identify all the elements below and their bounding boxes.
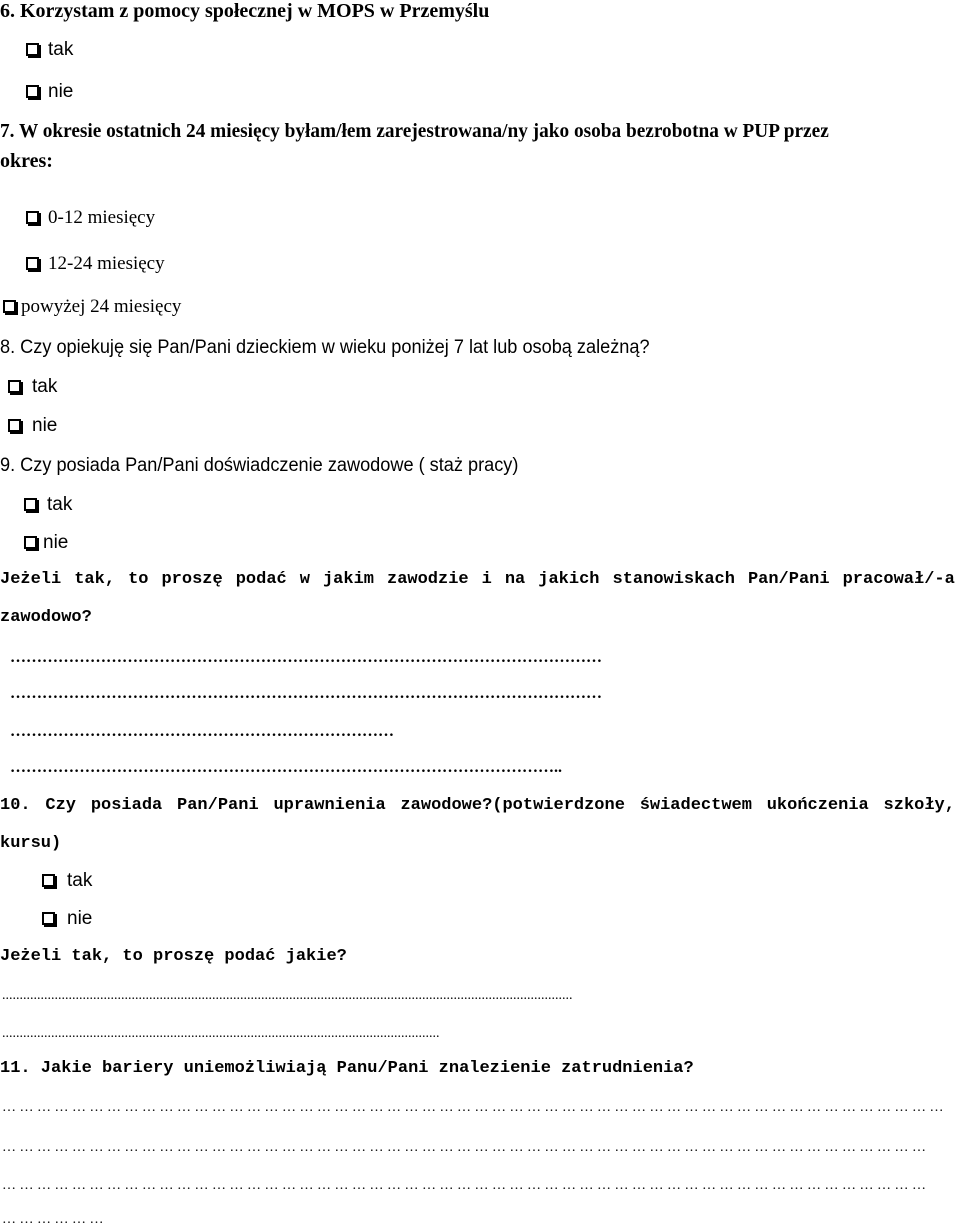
word: pracował/-a [842, 570, 955, 589]
q9-option-tak[interactable]: tak [24, 492, 72, 517]
q10-answer-line-2[interactable]: ............................................................................................................................. [2, 1026, 440, 1041]
q10-option-nie[interactable]: nie [42, 906, 92, 931]
question-9-title-text: 9. Czy posiada Pan/Pani doświadczenie zawodowe ( staż pracy) [0, 455, 519, 476]
q8-option-nie[interactable]: nie [8, 413, 57, 438]
q10-answer-line-1[interactable]: ................................................................................................................................................................... [2, 988, 573, 1003]
question-8-title [0, 336, 680, 360]
word: Pan/Pani [747, 570, 830, 589]
checkbox-icon[interactable] [42, 912, 55, 925]
q11-answer-line-1[interactable]: … … … … … … … … … … … … … … … … … … … … … … … … … … … … … … … … … … … … … … … … … … … … … … … … … … … … … … [2, 1100, 944, 1115]
q9-answer-line-1[interactable]: ………………………………………………………………………………………………… [10, 649, 602, 666]
word: Pan/Pani [177, 796, 259, 815]
word: posiada [90, 796, 163, 815]
word: jakim [322, 570, 374, 589]
word: 10. [0, 796, 31, 815]
q6-option-nie[interactable]: nie [26, 79, 73, 104]
word: ukończenia [766, 796, 869, 815]
question-9-title [0, 454, 543, 478]
q11-answer-line-3[interactable]: … … … … … … … … … … … … … … … … … … … … … … … … … … … … … … … … … … … … … … … … … … … … … … … … … … … … … [2, 1178, 926, 1193]
q11-answer-line-2[interactable]: … … … … … … … … … … … … … … … … … … … … … … … … … … … … … … … … … … … … … … … … … … … … … … … … … … … … … [2, 1140, 926, 1155]
word: szkoły, [883, 796, 955, 815]
word: na [504, 570, 526, 589]
q9-followup-line2: zawodowo? [0, 608, 92, 627]
q10-followup: Jeżeli tak, to proszę podać jakie? [0, 947, 347, 966]
word: jakich [538, 570, 600, 589]
question-11-title: 11. Jakie bariery uniemożliwiają Panu/Pani znalezienie zatrudnienia? [0, 1059, 694, 1078]
q9-answer-line-4[interactable]: ………………………………………………………………………………………….. [10, 759, 562, 776]
q9-option-nie[interactable]: nie [24, 530, 68, 555]
checkbox-icon[interactable] [26, 257, 39, 270]
checkbox-icon[interactable] [3, 300, 16, 313]
word: Czy [45, 796, 77, 815]
checkbox-icon[interactable] [26, 43, 39, 56]
word: zawodzie [387, 570, 469, 589]
checkbox-icon[interactable] [26, 211, 39, 224]
q10-option-tak[interactable]: tak [42, 868, 92, 893]
question-10-title-line1 [0, 794, 955, 818]
word: tak, [74, 570, 116, 589]
q9-answer-line-3[interactable]: ……………………………………………………………… [10, 723, 394, 740]
checkbox-icon[interactable] [8, 419, 21, 432]
checkbox-icon[interactable] [24, 536, 37, 549]
checkbox-icon[interactable] [42, 874, 55, 887]
question-10-title-line2: kursu) [0, 834, 62, 853]
word: uprawnienia [273, 796, 386, 815]
checkbox-icon[interactable] [26, 85, 39, 98]
question-7-title-line1 [0, 119, 859, 143]
word: w [299, 570, 310, 589]
q9-answer-line-2[interactable]: ………………………………………………………………………………………………… [10, 685, 602, 702]
word: stanowiskach [612, 570, 735, 589]
word: zawodowe?(potwierdzone [400, 796, 625, 815]
q8-option-tak[interactable]: tak [8, 374, 57, 399]
word: to [128, 570, 149, 589]
question-8-title-text: 8. Czy opiekuję się Pan/Pani dzieckiem w wieku poniżej 7 lat lub osobą zależną? [0, 337, 650, 358]
q9-followup-line1 [0, 568, 955, 592]
word: i [481, 570, 492, 589]
q11-answer-line-4[interactable]: … … … … … … [2, 1212, 104, 1227]
checkbox-icon[interactable] [8, 380, 21, 393]
word: proszę [161, 570, 223, 589]
q7-option-0-12[interactable]: 0-12 miesięcy [26, 205, 155, 230]
word: podać [235, 570, 287, 589]
q6-option-tak[interactable]: tak [26, 37, 73, 62]
checkbox-icon[interactable] [24, 498, 37, 511]
q7-option-above-24[interactable]: powyżej 24 miesięcy [3, 294, 181, 319]
question-7-title-line2: okres: [0, 150, 53, 172]
q7-option-12-24[interactable]: 12-24 miesięcy [26, 251, 165, 276]
word: świadectwem [639, 796, 752, 815]
question-6-title: 6. Korzystam z pomocy społecznej w MOPS w Przemyślu [0, 0, 490, 22]
question-7-title-text: 7. W okresie ostatnich 24 miesięcy byłam/łem zarejestrowana/ny jako osoba bezrobotna w PUP przez [0, 120, 829, 142]
word: Jeżeli [0, 570, 62, 589]
